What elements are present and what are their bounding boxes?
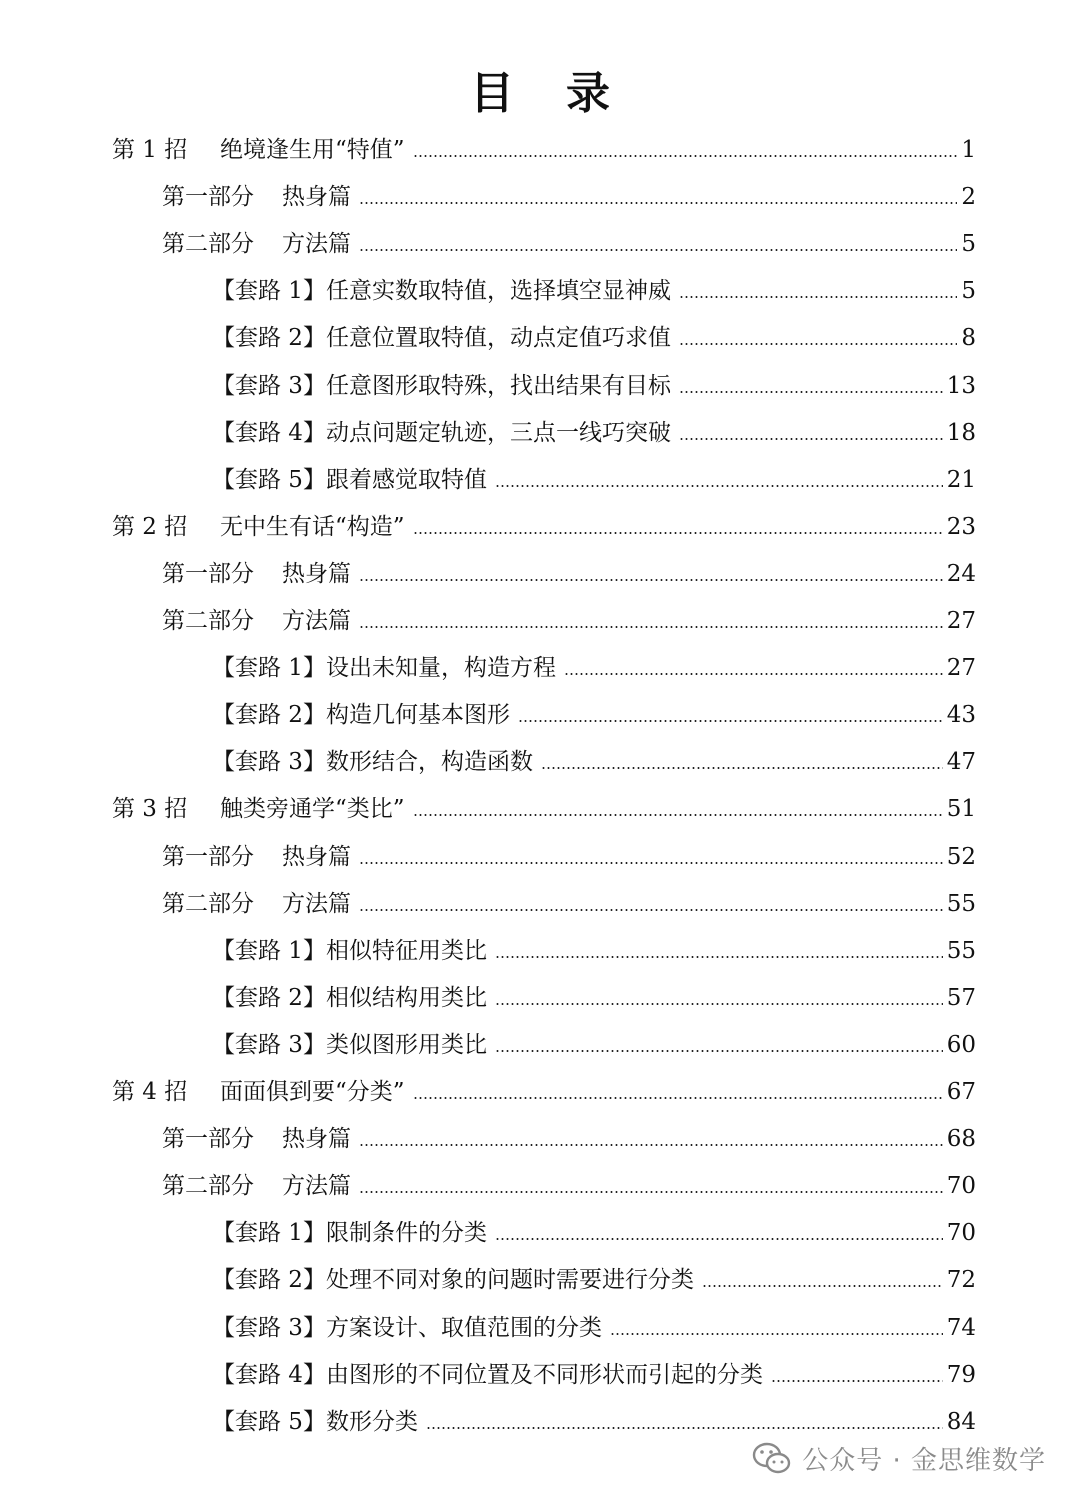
toc-method[interactable] bbox=[212, 457, 976, 503]
toc-part[interactable] bbox=[162, 1116, 976, 1162]
dot-leader bbox=[359, 249, 957, 251]
toc-page-number: 24 bbox=[946, 560, 976, 587]
dot-leader bbox=[359, 909, 943, 911]
watermark bbox=[752, 1440, 1046, 1477]
toc-entry-title: 相似结构用类比 bbox=[325, 984, 487, 1011]
toc-method[interactable] bbox=[212, 975, 976, 1021]
toc-page-number: 18 bbox=[946, 419, 976, 446]
wechat-icon bbox=[752, 1442, 792, 1476]
toc-entry-number: 第一部分 bbox=[162, 843, 254, 870]
toc-page-number: 67 bbox=[946, 1079, 976, 1105]
toc-entry-number: 第 4 招 bbox=[112, 1079, 188, 1105]
toc-page-number: 2 bbox=[961, 184, 976, 211]
toc-entry-number: 【套路 4】 bbox=[212, 1361, 326, 1388]
toc-entry-number: 第一部分 bbox=[162, 184, 254, 211]
toc-entry-number: 第 3 招 bbox=[112, 796, 188, 823]
toc-method[interactable] bbox=[212, 739, 976, 785]
dot-leader bbox=[702, 1285, 943, 1287]
toc-method[interactable] bbox=[212, 363, 976, 409]
toc-page-number: 55 bbox=[946, 937, 976, 964]
toc-page-number: 60 bbox=[946, 1031, 976, 1058]
dot-leader bbox=[679, 343, 957, 345]
toc-entry-number: 【套路 2】 bbox=[212, 702, 326, 729]
toc-method[interactable] bbox=[212, 1210, 976, 1256]
toc-entry-number: 【套路 2】 bbox=[212, 325, 326, 352]
toc-entry-title: 任意位置取特值，动点定值巧求值 bbox=[325, 325, 671, 352]
toc-page-number: 43 bbox=[946, 702, 976, 729]
dot-leader bbox=[413, 814, 943, 816]
toc-entry-title: 热身篇 bbox=[282, 843, 351, 870]
toc-method[interactable] bbox=[212, 1352, 976, 1398]
toc-entry-number: 第二部分 bbox=[162, 890, 254, 917]
toc-page-number: 79 bbox=[946, 1361, 976, 1388]
toc-method[interactable] bbox=[212, 410, 976, 456]
toc-page-number: 57 bbox=[946, 984, 976, 1011]
toc-entry-number: 第二部分 bbox=[162, 231, 254, 258]
toc-method[interactable] bbox=[212, 1257, 976, 1303]
toc-entry-title: 动点问题定轨迹，三点一线巧突破 bbox=[325, 419, 671, 446]
toc-method[interactable] bbox=[212, 268, 976, 314]
toc-entry-title: 构造几何基本图形 bbox=[325, 702, 510, 729]
toc-entry-number: 【套路 1】 bbox=[212, 1220, 326, 1247]
toc-method[interactable] bbox=[212, 1305, 976, 1351]
toc-entry-title: 跟着感觉取特值 bbox=[325, 466, 487, 493]
dot-leader bbox=[679, 296, 957, 298]
toc-page-number: 5 bbox=[961, 278, 976, 305]
toc-entry-number: 【套路 2】 bbox=[212, 984, 326, 1011]
toc-entry-number: 【套路 1】 bbox=[212, 655, 326, 682]
toc-entry-number: 【套路 3】 bbox=[212, 1031, 326, 1058]
watermark-text: 公众号 · 金思维数学 bbox=[802, 1446, 1046, 1476]
toc-entry-title: 方法篇 bbox=[282, 1173, 351, 1200]
toc-entry-title: 限制条件的分类 bbox=[325, 1220, 487, 1247]
toc-entry-number: 第一部分 bbox=[162, 560, 254, 587]
page-title: 目录 bbox=[470, 68, 662, 119]
toc-method[interactable] bbox=[212, 645, 976, 691]
toc-method[interactable] bbox=[212, 692, 976, 738]
dot-leader bbox=[495, 1050, 943, 1052]
dot-leader bbox=[413, 155, 958, 157]
toc-entry-title: 由图形的不同位置及不同形状而引起的分类 bbox=[325, 1361, 763, 1388]
dot-leader bbox=[564, 673, 943, 675]
dot-leader bbox=[359, 862, 943, 864]
toc-page-number: 13 bbox=[946, 372, 976, 399]
toc-page-number: 72 bbox=[946, 1267, 976, 1294]
toc-entry-title: 热身篇 bbox=[282, 560, 351, 587]
dot-leader bbox=[679, 438, 943, 440]
toc-entry-number: 第 1 招 bbox=[112, 137, 188, 163]
dot-leader bbox=[495, 1238, 943, 1240]
toc-entry-title: 类似图形用类比 bbox=[325, 1031, 487, 1058]
dot-leader bbox=[413, 532, 943, 534]
toc-entry-title: 面面俱到要“分类” bbox=[220, 1079, 405, 1105]
toc-entry-title: 设出未知量，构造方程 bbox=[325, 655, 556, 682]
toc-page-number: 27 bbox=[946, 608, 976, 634]
toc-chapter[interactable] bbox=[112, 786, 976, 832]
toc-part[interactable] bbox=[162, 551, 976, 597]
toc-part[interactable] bbox=[162, 221, 976, 267]
dot-leader bbox=[359, 1191, 943, 1193]
toc-entry-title: 热身篇 bbox=[282, 184, 351, 211]
toc-entry-number: 【套路 2】 bbox=[212, 1267, 326, 1294]
toc-chapter[interactable] bbox=[112, 127, 976, 173]
toc-part[interactable] bbox=[162, 834, 976, 880]
toc-entry-title: 处理不同对象的问题时需要进行分类 bbox=[325, 1267, 694, 1294]
toc-entry-number: 【套路 5】 bbox=[212, 466, 326, 493]
toc-entry-number: 【套路 4】 bbox=[212, 419, 326, 446]
toc-page-number: 70 bbox=[946, 1220, 976, 1247]
dot-leader bbox=[679, 391, 943, 393]
toc-method[interactable] bbox=[212, 1399, 976, 1445]
toc-entry-title: 方案设计、取值范围的分类 bbox=[325, 1314, 602, 1341]
toc-entry-number: 【套路 3】 bbox=[212, 1314, 326, 1341]
toc-entry-number: 【套路 1】 bbox=[212, 278, 326, 305]
toc-chapter[interactable] bbox=[112, 1069, 976, 1115]
toc-page-number: 74 bbox=[946, 1314, 976, 1341]
toc-part[interactable] bbox=[162, 598, 976, 644]
toc-entry-title: 方法篇 bbox=[282, 890, 351, 917]
dot-leader bbox=[495, 485, 943, 487]
toc-method[interactable] bbox=[212, 1022, 976, 1068]
toc-page-number: 1 bbox=[961, 137, 976, 163]
toc-page-number: 51 bbox=[946, 796, 976, 823]
dot-leader bbox=[610, 1333, 943, 1335]
toc-entry-title: 方法篇 bbox=[282, 608, 351, 634]
toc-entry-number: 【套路 3】 bbox=[212, 372, 326, 399]
toc-page-number: 23 bbox=[946, 513, 976, 540]
dot-leader bbox=[426, 1427, 943, 1429]
dot-leader bbox=[359, 1144, 943, 1146]
toc-entry-title: 数形结合，构造函数 bbox=[325, 749, 533, 776]
toc-entry-number: 【套路 1】 bbox=[212, 937, 326, 964]
toc-entry-title: 触类旁通学“类比” bbox=[220, 796, 405, 823]
toc-page-number: 8 bbox=[961, 325, 976, 352]
toc-part[interactable] bbox=[162, 1163, 976, 1209]
toc-chapter[interactable] bbox=[112, 504, 976, 550]
toc-entry-title: 相似特征用类比 bbox=[325, 937, 487, 964]
toc-page-number: 27 bbox=[946, 655, 976, 682]
toc-page-number: 52 bbox=[946, 843, 976, 870]
toc-entry-number: 【套路 3】 bbox=[212, 749, 326, 776]
toc-entry-title: 方法篇 bbox=[282, 231, 351, 258]
toc-page-number: 70 bbox=[946, 1173, 976, 1200]
dot-leader bbox=[495, 956, 943, 958]
toc-entry-number: 【套路 5】 bbox=[212, 1408, 326, 1435]
toc-page-number: 68 bbox=[946, 1126, 976, 1153]
toc-method[interactable] bbox=[212, 315, 976, 361]
toc-page-number: 84 bbox=[946, 1408, 976, 1435]
toc-entry-number: 第 2 招 bbox=[112, 513, 188, 540]
toc-page-number: 21 bbox=[946, 466, 976, 493]
dot-leader bbox=[359, 579, 943, 581]
toc-method[interactable] bbox=[212, 928, 976, 974]
toc-entry-number: 第一部分 bbox=[162, 1126, 254, 1153]
toc-page-number: 55 bbox=[946, 890, 976, 917]
dot-leader bbox=[413, 1097, 943, 1099]
dot-leader bbox=[495, 1003, 943, 1005]
toc-entry-title: 数形分类 bbox=[325, 1408, 418, 1435]
dot-leader bbox=[359, 202, 957, 204]
toc-part[interactable] bbox=[162, 174, 976, 220]
dot-leader bbox=[771, 1380, 943, 1382]
toc-part[interactable] bbox=[162, 881, 976, 927]
toc-page-number: 47 bbox=[946, 749, 976, 776]
toc-entry-title: 热身篇 bbox=[282, 1126, 351, 1153]
toc-page-number: 5 bbox=[961, 231, 976, 258]
toc-entry-number: 第二部分 bbox=[162, 1173, 254, 1200]
dot-leader bbox=[541, 767, 943, 769]
toc-entry-title: 任意实数取特值，选择填空显神威 bbox=[325, 278, 671, 305]
toc-entry-title: 无中生有话“构造” bbox=[220, 513, 405, 540]
dot-leader bbox=[518, 720, 943, 722]
toc-entry-title: 任意图形取特殊，找出结果有目标 bbox=[325, 372, 671, 399]
toc-entry-number: 第二部分 bbox=[162, 608, 254, 634]
dot-leader bbox=[359, 626, 943, 628]
toc-entry-title: 绝境逢生用“特值” bbox=[220, 137, 405, 163]
